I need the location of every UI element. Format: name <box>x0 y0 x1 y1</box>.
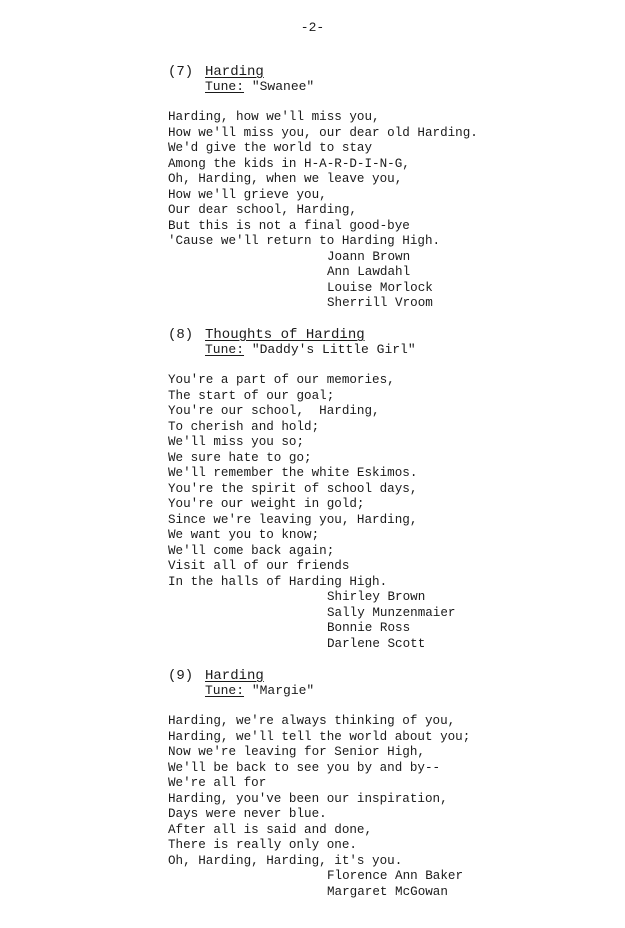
song-title: Harding <box>205 64 264 80</box>
lyric-line: You're our school, Harding, <box>168 404 380 418</box>
lyric-line: Since we're leaving you, Harding, <box>168 512 418 527</box>
lyric-line: We'll miss you so; <box>168 435 305 449</box>
song-9 <box>168 668 608 900</box>
author-name: Sally Munzenmaier <box>327 605 456 620</box>
song-number: (8) <box>168 327 194 343</box>
lyric-line: Harding, you've been our inspiration, <box>168 791 448 806</box>
author-name: Joann Brown <box>327 249 411 264</box>
page-number: -2- <box>300 20 325 35</box>
tune-name: "Swanee" <box>251 79 315 94</box>
author-name: Shirley Brown <box>327 590 426 604</box>
authors <box>168 250 608 312</box>
lyrics <box>168 110 608 250</box>
tune-label: Tune: <box>205 342 245 357</box>
lyric-line: Oh, Harding, Harding, it's you. <box>168 853 403 868</box>
lyric-line: You're our weight in gold; <box>168 497 365 511</box>
song-7 <box>168 64 608 312</box>
lyric-line: We'd give the world to stay <box>168 141 373 155</box>
lyric-line: You're the spirit of school days, <box>168 481 418 496</box>
lyric-line: Oh, Harding, when we leave you, <box>168 172 403 186</box>
lyric-line: After all is said and done, <box>168 822 373 837</box>
lyric-line: We'll come back again; <box>168 543 335 558</box>
lyric-line: Harding, we'll tell the world about you; <box>168 729 471 744</box>
song-title: Harding <box>205 668 264 684</box>
lyrics <box>168 714 608 869</box>
lyric-line: Harding, we're always thinking of you, <box>168 714 456 728</box>
authors <box>168 590 608 652</box>
lyric-line: In the halls of Harding High. <box>168 574 388 589</box>
lyric-line: You're a part of our memories, <box>168 373 395 387</box>
lyric-line: How we'll miss you, our dear old Harding. <box>168 125 478 140</box>
lyric-line: But this is not a final good-bye <box>168 218 410 233</box>
tune-label: Tune: <box>205 683 245 698</box>
lyric-line: We sure hate to go; <box>168 450 312 465</box>
song-number: (7) <box>168 64 194 80</box>
lyric-line: 'Cause we'll return to Harding High. <box>168 234 441 248</box>
tune-name: "Daddy's Little Girl" <box>251 342 416 357</box>
author-name: Sherrill Vroom <box>327 296 433 310</box>
author-name: Florence Ann Baker <box>327 869 464 883</box>
lyrics <box>168 373 608 590</box>
lyric-line: There is really only one. <box>168 838 357 852</box>
lyric-line: The start of our goal; <box>168 388 335 403</box>
author-name: Darlene Scott <box>327 636 426 651</box>
song-header <box>168 327 608 359</box>
lyric-line: To cherish and hold; <box>168 419 320 434</box>
song-header <box>168 64 608 96</box>
lyric-line: We want you to know; <box>168 528 320 542</box>
lyric-line: We're all for <box>168 776 267 790</box>
song-header <box>168 668 608 700</box>
lyric-line: Visit all of our friends <box>168 559 350 573</box>
lyric-line: We'll remember the white Eskimos. <box>168 466 418 480</box>
author-name: Bonnie Ross <box>327 621 411 635</box>
lyric-line: How we'll grieve you, <box>168 187 327 202</box>
lyric-line: We'll be back to see you by and by-- <box>168 760 441 775</box>
tune-label: Tune: <box>205 79 245 94</box>
song-tune <box>205 79 314 94</box>
authors <box>168 869 608 900</box>
lyric-line: Days were never blue. <box>168 807 327 821</box>
lyric-line: Our dear school, Harding, <box>168 203 357 217</box>
author-name: Louise Morlock <box>327 280 433 295</box>
lyric-line: Now we're leaving for Senior High, <box>168 745 425 759</box>
song-title: Thoughts of Harding <box>205 327 365 343</box>
song-tune <box>205 342 416 357</box>
song-8 <box>168 327 608 652</box>
author-name: Margaret McGowan <box>327 884 448 899</box>
tune-name: "Margie" <box>251 683 315 698</box>
lyric-line: Among the kids in H-A-R-D-I-N-G, <box>168 156 410 171</box>
song-number: (9) <box>168 668 194 684</box>
author-name: Ann Lawdahl <box>327 265 411 279</box>
lyric-line: Harding, how we'll miss you, <box>168 110 380 124</box>
song-tune <box>205 683 314 698</box>
